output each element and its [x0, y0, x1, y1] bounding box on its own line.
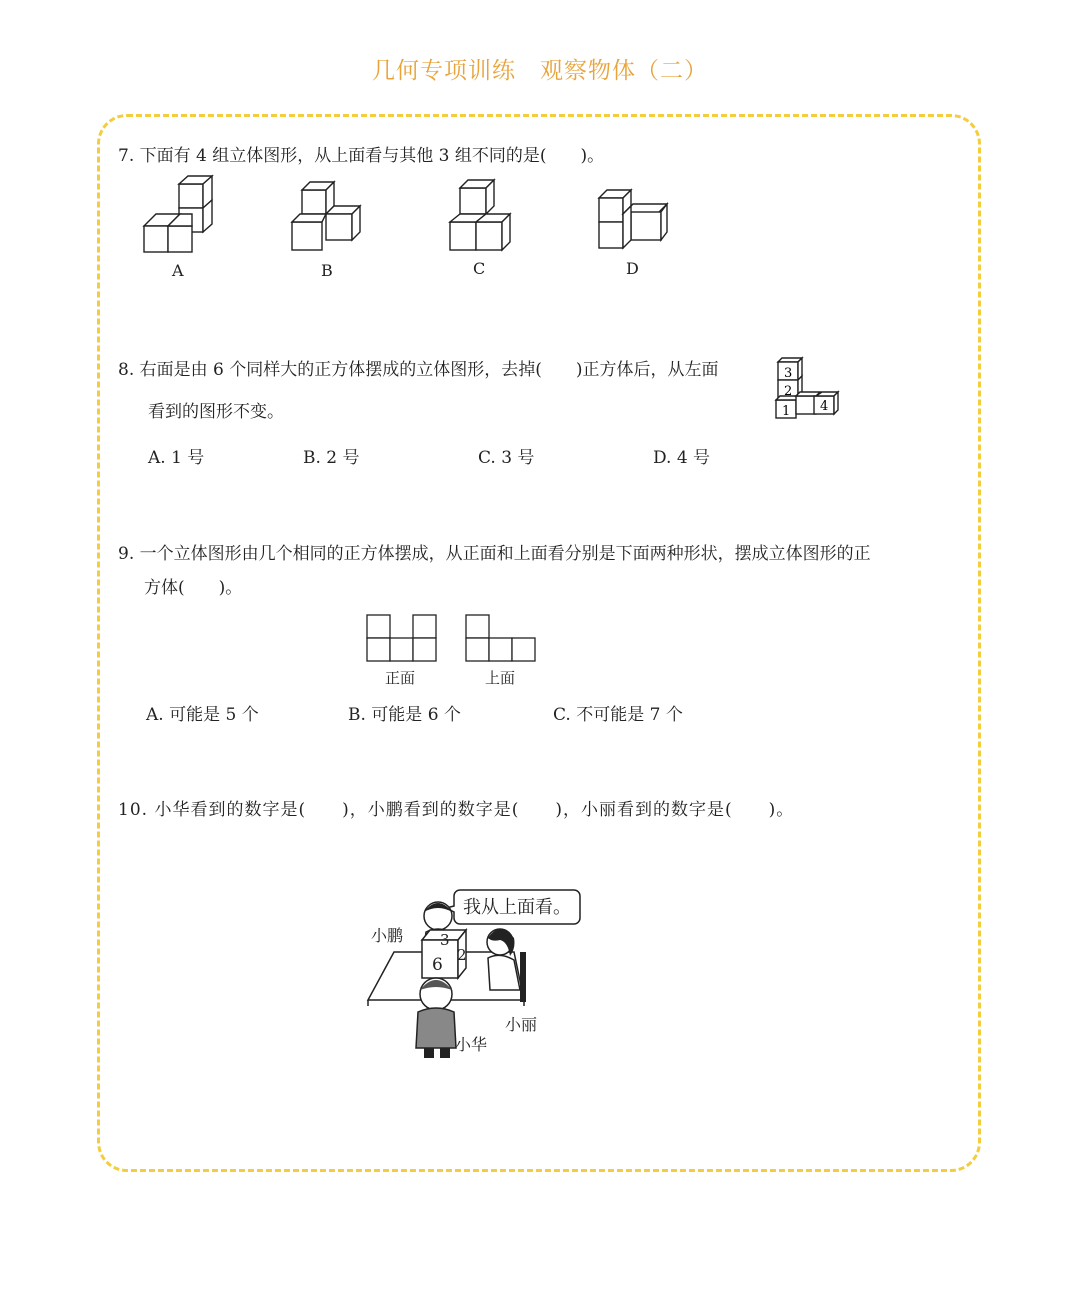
q7-figure-b [290, 180, 365, 255]
q10-name-hua: 小华 [455, 1035, 488, 1054]
q10-speech-bubble: 我从上面看。 [463, 897, 571, 918]
title-part1: 几何专项训练 [372, 58, 516, 84]
q8-option-c[interactable]: C. 3 号 [478, 448, 535, 468]
q7-figure-c [448, 180, 518, 255]
q10-dice-side: 2 [457, 946, 467, 964]
page-title [0, 52, 1080, 85]
q9-front-label: 正面 [385, 669, 416, 687]
q7-text: 7. 下面有 4 组立体图形，从上面看与其他 3 组不同的是( )。 [118, 146, 605, 166]
q10-text: 10. 小华看到的数字是( )，小鹏看到的数字是( )，小丽看到的数字是( )。 [118, 800, 795, 820]
q7-label-c: C [473, 259, 486, 278]
q9-top-view [465, 614, 537, 664]
q8-option-b[interactable]: B. 2 号 [303, 448, 360, 468]
q7-label-d: D [626, 259, 639, 278]
q8-line1: 8. 右面是由 6 个同样大的正方体摆成的立体图形，去掉( )正方体后，从左面 [118, 360, 719, 380]
q9-front-view [366, 614, 438, 664]
q7-label-a: A [172, 261, 184, 280]
q9-top-label: 上面 [485, 669, 516, 687]
q8-cube-number-3: 3 [784, 366, 793, 381]
q10-name-li: 小丽 [505, 1015, 538, 1034]
q7-label-b: B [321, 261, 333, 280]
q8-option-a[interactable]: A. 1 号 [148, 448, 205, 468]
title-part2: 观察物体（二） [540, 58, 708, 84]
q9-option-a[interactable]: A. 可能是 5 个 [146, 705, 259, 725]
q8-cube-number-2: 2 [784, 384, 793, 399]
q10-dice-front: 6 [432, 955, 443, 975]
q7-figure-d [597, 188, 672, 253]
q9-line2: 方体( )。 [144, 578, 243, 598]
q8-figure [774, 356, 844, 421]
q8-option-d[interactable]: D. 4 号 [653, 448, 711, 468]
q8-cube-number-1: 1 [782, 404, 791, 419]
q7-figure-a [142, 180, 222, 255]
q10-name-peng: 小鹏 [371, 926, 404, 945]
q8-cube-number-4: 4 [820, 399, 829, 414]
q9-option-b[interactable]: B. 可能是 6 个 [348, 705, 461, 725]
q8-line2: 看到的图形不变。 [148, 402, 284, 422]
q9-option-c[interactable]: C. 不可能是 7 个 [553, 705, 683, 725]
q9-line1: 9. 一个立体图形由几个相同的正方体摆成，从正面和上面看分别是下面两种形状，摆成立体图形的正 [118, 544, 871, 564]
q10-dice-top: 3 [440, 931, 450, 949]
